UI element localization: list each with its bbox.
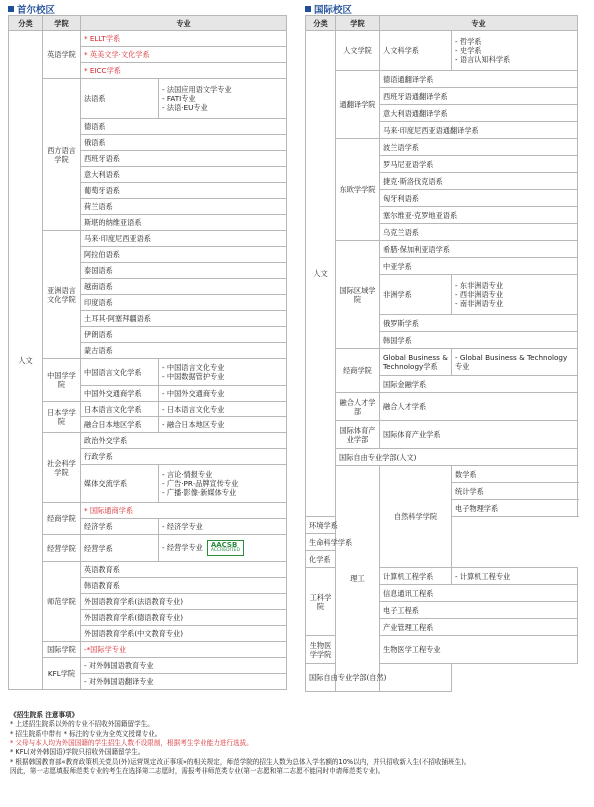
major-item: 乌克兰语系 (380, 224, 578, 241)
major-item: 融合日本地区学系 (81, 417, 159, 433)
major-item: 匈牙利语系 (380, 190, 578, 207)
square-bullet-icon (8, 6, 14, 12)
major-item: 德语系 (81, 119, 287, 135)
college-western-languages: 西方语言学院 (43, 79, 81, 231)
note-line: * 根据韩国教育部«教育政策机关党员(外)运营规定改正事项»的相关规定，师范学院的招生人数为总体入学名额的10%以内，并只招收新入生(不招收插班生)。 (10, 757, 471, 766)
admission-notes (10, 711, 590, 777)
notes-title: 《招生院系 注意事项》 (10, 711, 79, 719)
college-sports-industry: 国际体育产业学部 (336, 421, 380, 449)
college-international: 国际学院 (43, 642, 81, 658)
college-japanese-studies: 日本学学院 (43, 402, 81, 433)
major-item: 外国语教育学系(德语教育专业) (81, 610, 287, 626)
major-item: 中国外交通商学系 (81, 386, 159, 402)
seoul-campus-table: 分类 学院 专业 人文 英语学院 * ELLT学系 * 英美文学·文化学系 * EICC学系 西方语言学院 法语系 - 法国应用语文学专业 - FATI专业 - 法语·EU专业 德语系 俄语系 西班牙语系 意大利语系 葡萄牙语系 荷兰语系 斯堪的纳维亚语系 亚洲语言文化学院 马来·印度尼西亚语系 阿拉伯语系 泰国语系 越南语系 印度语系 土耳其·阿塞拜疆语系 伊朗语系 蒙古语系 中国学学院 中国语言文化学系 - 中国语言文化专业 - 中国数据管护专业 中国外交通商学系 - 中国外交通商专业 日本学学院 日本语言文化学系 - 日本语言文化专业 融合日本地区学系 - 融合日本地区专业 社会科学学院 政治外交学系 行政学系 媒体交流学系 - 言论·情报专业 - 广告·PR·品牌宣传专业 - 广播·影像·新媒体专业 经商学院 * 国际通商学系 经济学系 - 经济学专业 经营学院 经营学系 - 经营学专业 AACSB ACCREDITED 师范学院 英语教育系 韩语教育系 外国语教育学系(法语教育专业) 外国语教育学系(德语教育专业) 外国语教育学系(中文教育专业) 国际学院 -*国际学专业 KFL学院 - 对外韩国语教育专业 - 对外韩国语翻译专业 (8, 15, 287, 690)
major-item: 经济学系 (81, 519, 159, 535)
major-item: 阿拉伯语系 (81, 247, 287, 263)
major-item: 马来·印度尼西亚语通翻译学系 (380, 122, 578, 139)
major-item: 外国语教育学系(中文教育专业) (81, 626, 287, 642)
college-interpretation: 通翻译学院 (336, 71, 380, 139)
major-item: 中国语言文化学系 (81, 359, 159, 386)
major-item: 希腊·保加利亚语学系 (380, 241, 578, 258)
square-bullet-icon (305, 6, 311, 12)
major-item: 计算机工程学系 (380, 568, 452, 585)
major-subs: - 中国外交通商专业 (159, 386, 287, 402)
major-subs: - 中国语言文化专业 - 中国数据管护专业 (159, 359, 287, 386)
major-subs: - Global Business & Technology专业 (452, 349, 578, 376)
college-commerce: 经商学院 (43, 503, 81, 535)
major-item: - 对外韩国语翻译专业 (81, 674, 287, 690)
major-item: 蒙古语系 (81, 343, 287, 359)
major-subs: - 计算机工程专业 (452, 568, 578, 585)
major-item: 国际体育产业学系 (380, 421, 578, 449)
college-asian-languages: 亚洲语言文化学院 (43, 231, 81, 359)
major-item: 西班牙语系 (81, 151, 287, 167)
media-subs: - 言论·情报专业 - 广告·PR·品牌宣传专业 - 广播·影像·新媒体专业 (159, 465, 287, 503)
french-subs: - 法国应用语文学专业 - FATI专业 - 法语·EU专业 (159, 79, 287, 119)
major-item: 日本语言文化学系 (81, 402, 159, 417)
free-major-humanities: 国际自由专业学部(人文) (336, 449, 578, 466)
college-english: 英语学院 (43, 31, 81, 79)
major-item: 电子物理学系 (452, 500, 578, 517)
major-item: 生命科学学系 (306, 534, 380, 551)
major-item: 西班牙语通翻译学系 (380, 88, 578, 105)
major-item: 英语教育系 (81, 562, 287, 578)
global-campus-title: 国际校区 (305, 2, 352, 16)
college-convergence: 融合人才学部 (336, 393, 380, 421)
major-item: 环境学系 (306, 517, 380, 534)
major-subs: - 经济学专业 (159, 519, 287, 535)
major-item: 意大利语通翻译学系 (380, 105, 578, 122)
free-major-science: 国际自由专业学部(自然) (306, 664, 452, 692)
major-item: * 英美文学·文化学系 (81, 47, 287, 63)
college-business: 经营学院 (43, 535, 81, 562)
college-engineering: 工科学院 (306, 568, 336, 636)
major-item: 越南语系 (81, 279, 287, 295)
major-french: 法语系 (81, 79, 159, 119)
major-subs: - 日本语言文化专业 (159, 402, 287, 417)
major-item: 行政学系 (81, 449, 287, 465)
major-subs: - 经营学专业 AACSB ACCREDITED (159, 535, 287, 562)
major-item: 生物医学工程专业 (380, 636, 578, 664)
major-item: 德语通翻译学系 (380, 71, 578, 88)
major-item: 人文科学系 (380, 31, 452, 71)
college-natural-science: 自然科学学院 (380, 466, 452, 568)
note-line: 因此，第一志愿填报师范类专业的考生在选择第二志愿时，需报考非师范类专业(第一志愿和第二志愿不能同时申请师范类专业)。 (10, 767, 385, 776)
major-item: 俄罗斯学系 (380, 315, 578, 332)
major-item: 国际金融学系 (380, 376, 578, 393)
note-line: * 招生院系中带有 * 标注的专业为全英文授课专业。 (10, 729, 162, 738)
major-item: 俄语系 (81, 135, 287, 151)
major-item: 伊朗语系 (81, 327, 287, 343)
african-subs: - 东非洲语专业 - 西非洲语专业 - 南非洲语专业 (452, 275, 578, 315)
college-education: 师范学院 (43, 562, 81, 642)
college-economics: 经商学院 (336, 349, 380, 393)
college-chinese-studies: 中国学学院 (43, 359, 81, 402)
major-item: 经营学系 (81, 535, 159, 562)
college-biomedical: 生物医学学院 (306, 636, 336, 664)
major-item: Global Business & Technology学系 (380, 349, 452, 376)
college-international-regional: 国际区域学院 (336, 241, 380, 349)
major-item: 罗马尼亚语学系 (380, 156, 578, 173)
major-item: * ELLT学系 (81, 31, 287, 47)
major-item: 信息通讯工程系 (380, 585, 578, 602)
major-item: 斯堪的纳维亚语系 (81, 215, 287, 231)
seoul-campus-title: 首尔校区 (8, 2, 55, 16)
major-item: 韩国学系 (380, 332, 578, 349)
major-media: 媒体交流学系 (81, 465, 159, 503)
college-social-science: 社会科学学院 (43, 433, 81, 503)
major-item: 政治外交学系 (81, 433, 287, 449)
major-item: 融合人才学系 (380, 393, 578, 421)
major-item: 意大利语系 (81, 167, 287, 183)
global-campus-table: 分类 学院 专业 人文 人文学院 人文科学系 - 哲学系 - 史学系 - 语言认知科学系 通翻译学院 德语通翻译学系 西班牙语通翻译学系 意大利语通翻译学系 马来·印度尼西亚语通翻译学系 东欧学学院 波兰语学系 罗马尼亚语学系 捷克·斯洛伐克语系 匈牙利语系 塞尔维亚·克罗地亚语系 乌克兰语系 国际区域学院 希腊·保加利亚语学系 中亚学系 非洲学系 - 东非洲语专业 - 西非洲语专业 - 南非洲语专业 俄罗斯学系 韩国学系 经商学院 Global Business & Technology学系 - Global Business & Technology专业 国际金融学系 融合人才学部 融合人才学系 国际体育产业学部 国际体育产业学系 国际自由专业学部(人文) 理工 自然科学学院 数学系 统计学系 电子物理学系 环境学系 生命科学学系 化学系 工科学院 计算机工程学系 - 计算机工程专业 信息通讯工程系 电子工程系 产业管理工程系 生物医学学院 生物医学工程专业 国际自由专业学部(自然) (305, 15, 578, 692)
major-item: 葡萄牙语系 (81, 183, 287, 199)
note-line: * KFL(对外韩国语)学院只招收外国籍留学生。 (10, 748, 145, 757)
major-african: 非洲学系 (380, 275, 452, 315)
major-item: 中亚学系 (380, 258, 578, 275)
college-east-european: 东欧学学院 (336, 139, 380, 241)
note-line: * 上述招生院系以外的专业不招收外国籍留学生。 (10, 720, 154, 729)
major-item: 马来·印度尼西亚语系 (81, 231, 287, 247)
major-item: - 对外韩国语教育专业 (81, 658, 287, 674)
major-item: 塞尔维亚·克罗地亚语系 (380, 207, 578, 224)
major-item: * 国际通商学系 (81, 503, 287, 519)
major-subs: - 哲学系 - 史学系 - 语言认知科学系 (452, 31, 578, 71)
major-item: 荷兰语系 (81, 199, 287, 215)
college-humanities: 人文学院 (336, 31, 380, 71)
category-science: 理工 (336, 466, 380, 692)
major-subs: - 融合日本地区专业 (159, 417, 287, 433)
major-item: 外国语教育学系(法语教育专业) (81, 594, 287, 610)
major-item: 土耳其·阿塞拜疆语系 (81, 311, 287, 327)
major-item: -*国际学专业 (81, 642, 287, 658)
major-item: 捷克·斯洛伐克语系 (380, 173, 578, 190)
category-humanities: 人文 (306, 31, 336, 517)
category-humanities: 人文 (9, 31, 43, 690)
major-item: 印度语系 (81, 295, 287, 311)
note-line: * 父母与本人均为外国国籍的学生招生人数不设限制，根据考生学业能力进行选拔。 (10, 739, 253, 748)
major-item: 波兰语学系 (380, 139, 578, 156)
major-item: 化学系 (306, 551, 380, 568)
major-item: 电子工程系 (380, 602, 578, 619)
major-item: 统计学系 (452, 483, 578, 500)
major-item: 韩语教育系 (81, 578, 287, 594)
college-kfl: KFL学院 (43, 658, 81, 690)
major-item: 泰国语系 (81, 263, 287, 279)
aacsb-badge-icon: AACSB ACCREDITED (207, 540, 244, 556)
major-item: * EICC学系 (81, 63, 287, 79)
major-item: 数学系 (452, 466, 578, 483)
major-item: 产业管理工程系 (380, 619, 578, 636)
